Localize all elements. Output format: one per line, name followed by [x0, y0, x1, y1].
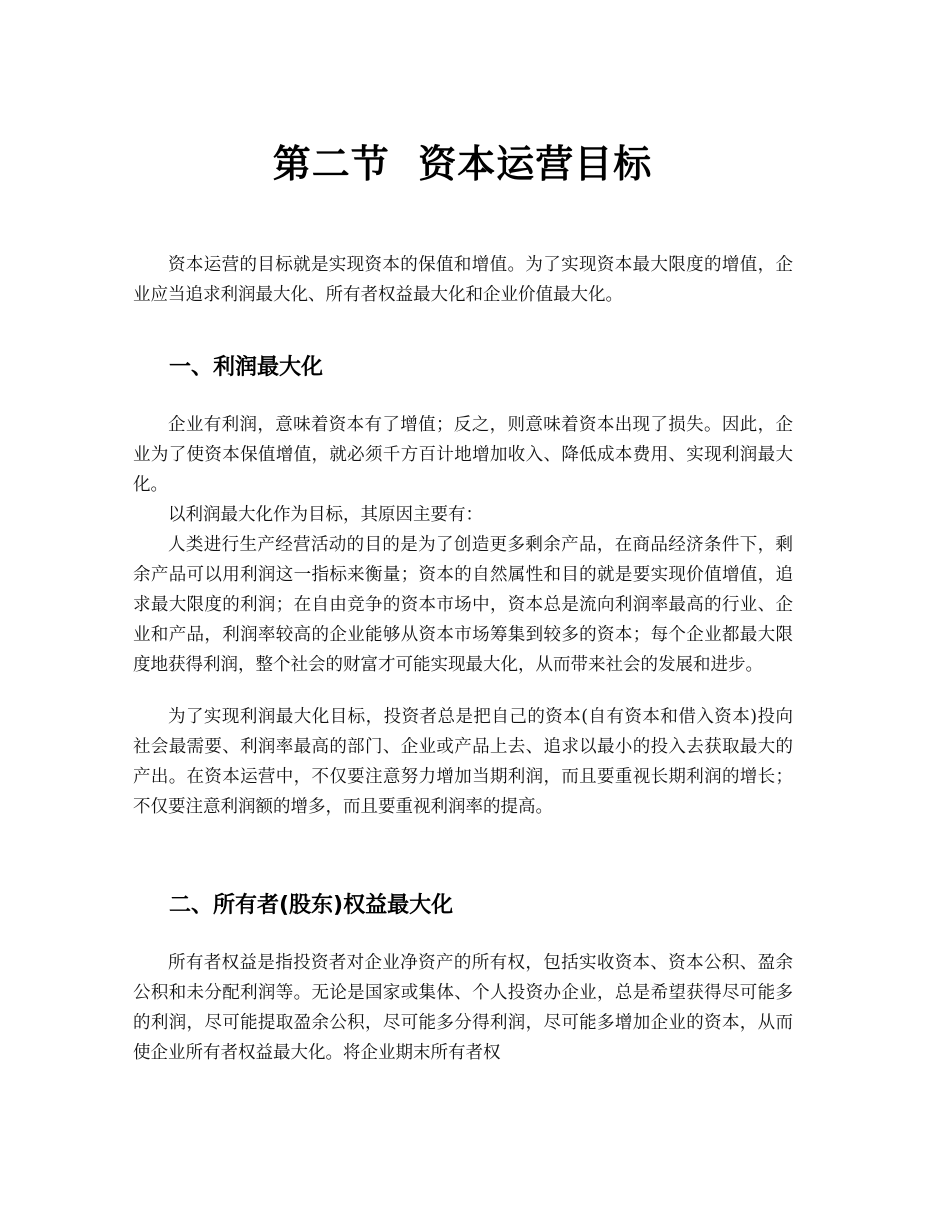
section1-paragraph-1: 企业有利润，意味着资本有了增值；反之，则意味着资本出现了损失。因此，企业为了使资本保值增值，就必须千方百计地增加收入、降低成本费用、实现利润最大化。: [133, 415, 793, 495]
section-heading-profit-maximization: 一、利润最大化: [169, 355, 324, 380]
section1-paragraph-3: 人类进行生产经营活动的目的是为了创造更多剩余产品，在商品经济条件下，剩余产品可以用利润这一指标来衡量；资本的自然属性和目的就是要实现价值增值，追求最大限度的利润；在自由竞争的资本市场中，资本总是流向利润率最高的行业、企业和产品，利润率较高的企业能够从资本市场筹集到较多的资本；每个企业都最大限度地获得利润，整个社会的财富才可能实现最大化，从而带来社会的发展和进步。: [133, 535, 793, 675]
section2-paragraph-1: 所有者权益是指投资者对企业净资产的所有权，包括实收资本、资本公积、盈余公积和未分配利润等。无论是国家或集体、个人投资办企业，总是希望获得尽可能多的利润，尽可能提取盈余公积，尽可能多分得利润，尽可能多增加企业的资本，从而使企业所有者权益最大化。将企业期末所有者权: [133, 953, 793, 1063]
section1-paragraph-2: 以利润最大化作为目标，其原因主要有：: [168, 505, 483, 525]
section1-paragraph-4: 为了实现利润最大化目标，投资者总是把自己的资本(自有资本和借入资本)投向社会最需要、利润率最高的部门、企业或产品上去、追求以最小的投入去获取最大的产出。在资本运营中，不仅要注意努力增加当期利润，而且要重视长期利润的增长；不仅要注意利润额的增多，而且要重视利润率的提高。: [133, 707, 793, 817]
section-heading-owner-equity-maximization: 二、所有者(股东)权益最大化: [169, 893, 454, 918]
intro-paragraph: 资本运营的目标就是实现资本的保值和增值。为了实现资本最大限度的增值，企业应当追求利润最大化、所有者权益最大化和企业价值最大化。: [133, 255, 793, 305]
page-title: 第二节 资本运营目标: [272, 142, 653, 186]
